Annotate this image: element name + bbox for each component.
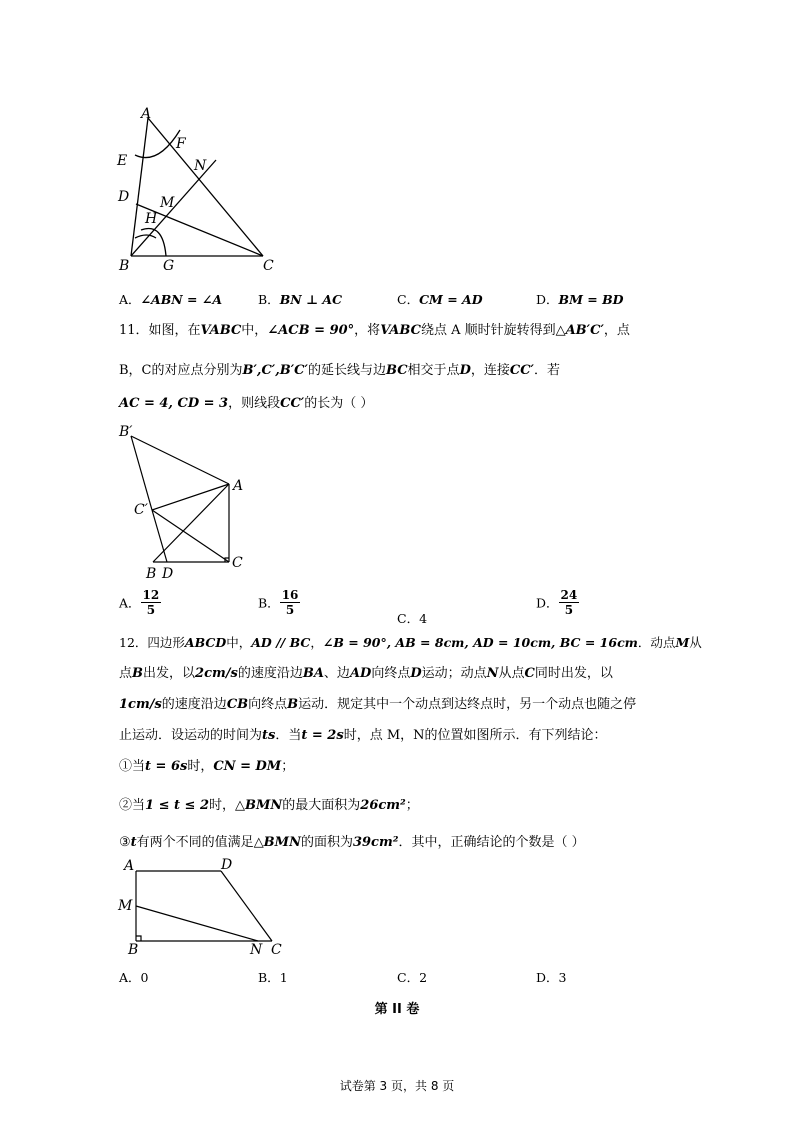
option-text: 1: [279, 970, 288, 985]
q10-option-b[interactable]: [258, 290, 342, 308]
label-c-prime: C′: [134, 502, 148, 518]
label-a: A: [124, 858, 135, 874]
label-b-prime: B′: [119, 424, 133, 440]
right-angle-mark: [136, 936, 141, 941]
option-letter: A．: [119, 970, 141, 985]
q10-option-a[interactable]: [119, 290, 222, 308]
option-text: BM = BD: [558, 292, 624, 307]
option-text: 2: [419, 970, 428, 985]
figure-q10: [108, 100, 298, 275]
q12-conclusion-3: ③t有两个不同的值满足△BMN的面积为39cm²．其中，正确结论的个数是（ ）: [119, 835, 585, 850]
fraction: $\frac{16}{5}$: [281, 588, 299, 617]
arc-ef: [135, 130, 180, 158]
option-letter: D．: [536, 292, 559, 307]
segment-c-prime-d: [152, 510, 167, 562]
option-text: CM = AD: [419, 292, 483, 307]
q11-line-1: 11．如图，在VABC中，∠ACB = 90°，将VABC绕点 A 顺时针旋转得到△AB′C′，点: [119, 323, 630, 338]
label-a: A: [233, 478, 244, 494]
section-title: 第 II 卷: [374, 1002, 420, 1017]
label-n: N: [194, 158, 207, 174]
label-c: C: [232, 555, 243, 571]
q12-line-4: 止运动．设运动的时间为ts．当t = 2s时，点 M，N的位置如图所示．有下列结论：: [119, 728, 607, 743]
segment-ba: [153, 484, 229, 562]
q12-line-2: 点B出发，以2cm/s的速度沿边BA、边AD向终点D运动；动点N从点C同时出发，以: [119, 666, 613, 681]
q11-line-2: B，C的对应点分别为B′,C′,B′C′的延长线与边BC相交于点D，连接CC′．若: [119, 363, 560, 378]
option-letter: C．: [397, 970, 420, 985]
q11-option-d[interactable]: [536, 588, 579, 617]
option-letter: B．: [258, 292, 280, 307]
option-text: 4: [419, 611, 428, 626]
fraction: $\frac{24}{5}$: [560, 588, 578, 617]
label-b: B: [146, 566, 157, 582]
segment-c-prime-c: [152, 510, 229, 562]
label-a: A: [141, 106, 152, 122]
label-g: G: [163, 258, 175, 274]
label-c: C: [271, 942, 282, 958]
q11-option-c[interactable]: [397, 609, 427, 627]
fraction: $\frac{12}{5}$: [142, 588, 160, 617]
option-text: 3: [558, 970, 567, 985]
option-letter: D．: [536, 970, 559, 985]
label-d: D: [162, 566, 174, 582]
label-b: B: [119, 258, 130, 274]
option-text: ∠ABN = ∠A: [140, 292, 223, 307]
option-letter: B．: [258, 970, 280, 985]
label-f: F: [176, 136, 186, 152]
q10-option-d[interactable]: [536, 290, 624, 308]
page-footer: 试卷第 3 页，共 8 页: [339, 1079, 455, 1093]
segment-b-prime-c-prime: [131, 436, 152, 510]
q12-line-3: 1cm/s的速度沿边CB向终点B运动．规定其中一个动点到达终点时，另一个动点也随之停: [119, 697, 637, 712]
q12-line-1: 12．四边形ABCD中，AD // BC，∠B = 90°, AB = 8cm, AD = 10cm, BC = 16cm．动点M从: [119, 635, 702, 650]
q11-option-b[interactable]: [258, 588, 300, 617]
q11-option-a[interactable]: [119, 588, 161, 617]
q11-line-3: AC = 4, CD = 3，则线段CC′的长为（ ）: [119, 396, 374, 411]
segment-ac: [148, 118, 263, 256]
label-d: D: [221, 857, 233, 873]
label-h: H: [145, 211, 158, 227]
label-e: E: [117, 153, 128, 169]
arc-h-small: [135, 235, 156, 238]
label-m: M: [160, 195, 175, 211]
option-letter: B．: [258, 595, 280, 611]
option-letter: A．: [119, 595, 141, 611]
label-n: N: [250, 942, 263, 958]
arc-hg: [141, 228, 166, 256]
q10-option-c[interactable]: [397, 290, 483, 308]
figure-q12: [115, 855, 290, 960]
option-letter: C．: [397, 292, 420, 307]
q12-option-a[interactable]: [119, 968, 148, 986]
q12-option-b[interactable]: [258, 968, 288, 986]
segment-b-prime-a: [131, 436, 229, 484]
option-text: 0: [140, 970, 149, 985]
label-c: C: [263, 258, 274, 274]
label-d: D: [118, 189, 130, 205]
label-b: B: [128, 942, 139, 958]
option-text: BN ⊥ AC: [279, 292, 343, 307]
label-m: M: [118, 898, 133, 914]
option-letter: A．: [119, 292, 141, 307]
q12-option-d[interactable]: [536, 968, 566, 986]
q12-option-c[interactable]: [397, 968, 427, 986]
q12-conclusion-2: ②当1 ≤ t ≤ 2时，△BMN的最大面积为26cm²；: [119, 798, 419, 813]
option-letter: C．: [397, 611, 420, 626]
q12-conclusion-1: ①当t = 6s时，CN = DM；: [119, 759, 295, 774]
segment-dc: [221, 871, 272, 941]
option-letter: D．: [536, 595, 559, 611]
segment-c-prime-a: [152, 484, 229, 510]
figure-q11: [115, 420, 260, 582]
segment-mn: [136, 906, 258, 941]
